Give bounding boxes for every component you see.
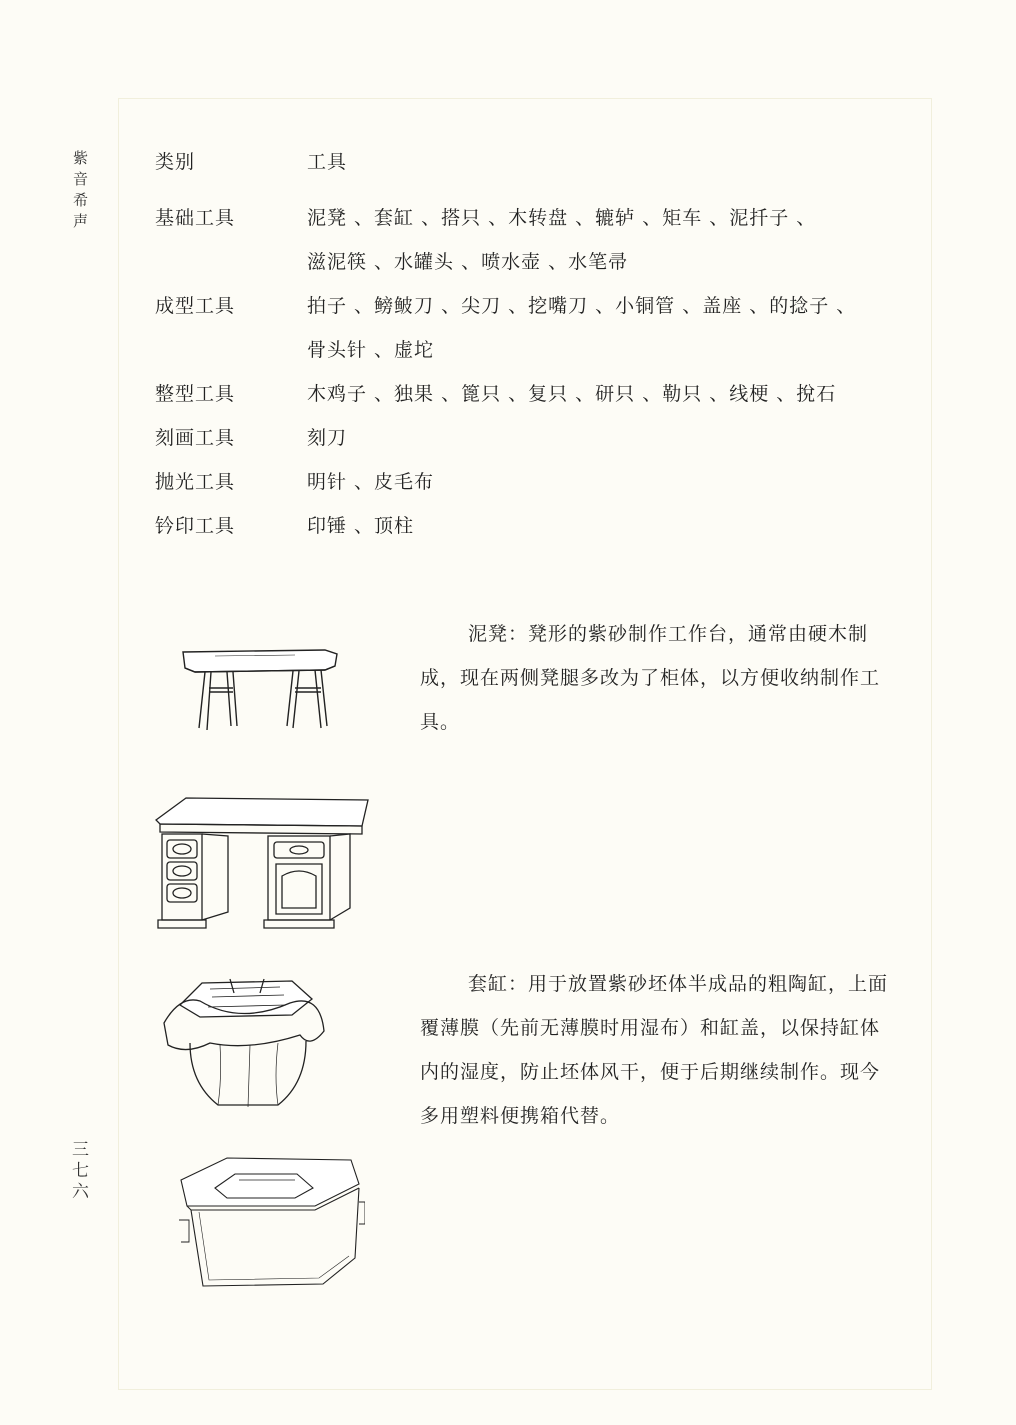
table-row: [155, 504, 915, 548]
bench-illustration: [175, 640, 345, 740]
header-category: 类别: [155, 151, 196, 173]
row-category: 刻画工具: [155, 427, 236, 449]
row-category: 抛光工具: [155, 471, 236, 493]
header-tools: 工具: [307, 151, 348, 173]
table-row: [155, 284, 915, 372]
table-row: [155, 460, 915, 504]
desk-illustration: [150, 790, 375, 940]
plastic-box-illustration: [175, 1150, 365, 1300]
row-category: 基础工具: [155, 207, 236, 229]
row-tools-line: 拍子 、鳑鲏刀 、尖刀 、挖嘴刀 、小铜管 、盖座 、的捻子 、: [307, 295, 857, 317]
table-header: [155, 140, 915, 184]
table-row: [155, 196, 915, 284]
row-tools: 明针 、皮毛布: [307, 471, 435, 493]
row-tools: 刻刀: [307, 427, 348, 449]
row-tools: [307, 196, 915, 284]
jar-illustration: [160, 965, 330, 1115]
row-category: 钤印工具: [155, 515, 236, 537]
row-category: 成型工具: [155, 295, 236, 317]
page-number: 三七六: [68, 1140, 88, 1203]
row-tools-line: 泥凳 、套缸 、搭只 、木转盘 、辘轳 、矩车 、泥扦子 、: [307, 207, 817, 229]
tool-table: [155, 140, 915, 548]
row-category: 整型工具: [155, 383, 236, 405]
description-text: 凳形的紫砂制作工作台，通常由硬木制成，现在两侧凳腿多改为了柜体，以方便收纳制作工具。: [420, 623, 881, 733]
table-row: [155, 372, 915, 416]
running-head: 紫音希声: [71, 150, 89, 234]
row-tools-line: 滋泥筷 、水罐头 、喷水壶 、水笔帚: [307, 251, 629, 273]
description-jar: [420, 962, 890, 1138]
row-tools: 木鸡子 、独果 、篦只 、复只 、研只 、勒只 、线梗 、挩石: [307, 383, 837, 405]
table-row: [155, 416, 915, 460]
description-term: 套缸：: [468, 973, 529, 995]
description-term: 泥凳：: [468, 623, 529, 645]
row-tools: [307, 284, 915, 372]
row-tools: 印锤 、顶柱: [307, 515, 415, 537]
row-tools-line: 骨头针 、虚坨: [307, 339, 435, 361]
description-bench: [420, 612, 890, 744]
description-text: 用于放置紫砂坯体半成品的粗陶缸，上面覆薄膜（先前无薄膜时用湿布）和缸盖，以保持缸体内的湿度，防止坯体风干，便于后期继续制作。现今多用塑料便携箱代替。: [420, 973, 889, 1127]
